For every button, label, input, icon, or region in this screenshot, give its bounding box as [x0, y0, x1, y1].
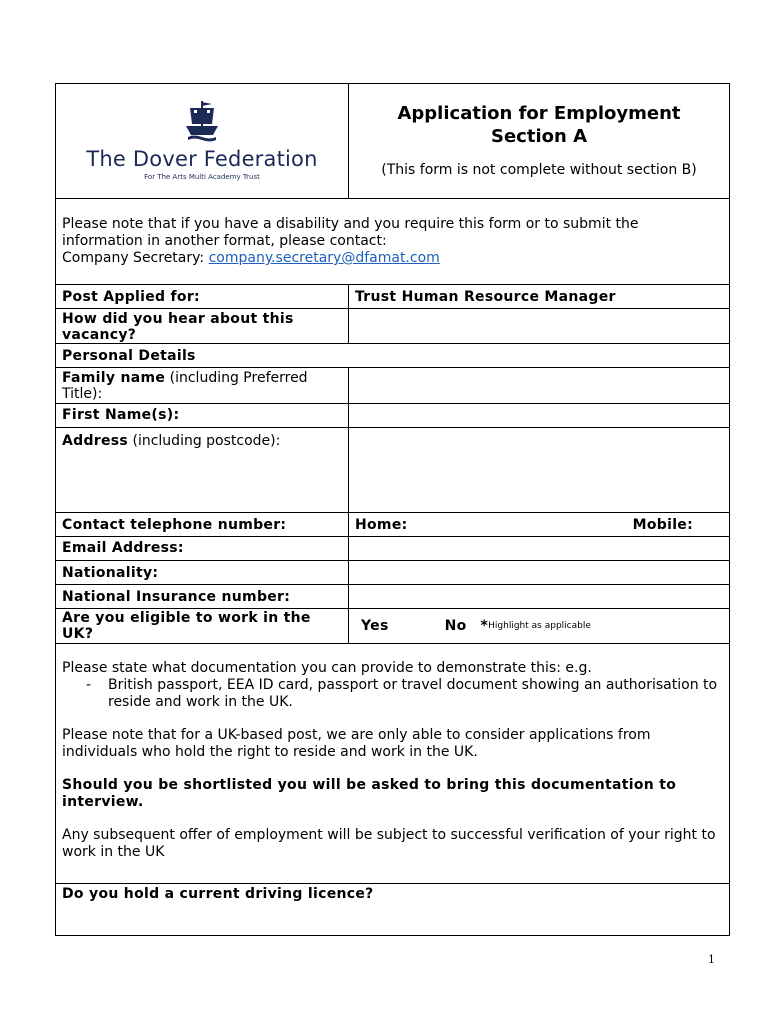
mobile-phone-field[interactable]: Mobile:: [632, 517, 693, 533]
notice-text: Please note that if you have a disability and you require this form or to submit the information in another format, please contact:: [62, 216, 639, 249]
ni-row: [56, 585, 729, 609]
address-row: [56, 428, 729, 513]
phone-row: [56, 513, 729, 537]
nationality-input[interactable]: [349, 561, 729, 584]
nationality-row: [56, 561, 729, 585]
nationality-label: Nationality:: [56, 561, 349, 584]
ni-label: National Insurance number:: [56, 585, 349, 608]
hear-input[interactable]: [349, 309, 729, 343]
uk-note: Please note that for a UK-based post, we are only able to consider applications from individuals who hold the right to reside and work in the UK.: [62, 727, 651, 760]
eligible-yes-option[interactable]: Yes: [361, 618, 389, 634]
hear-label: How did you hear about this vacancy?: [56, 309, 349, 343]
bullet-text: British passport, EEA ID card, passport or travel document showing an authorisation to reside and work in the UK.: [108, 677, 718, 710]
email-row: [56, 537, 729, 561]
phone-inputs: [349, 513, 729, 536]
family-name-row: [56, 368, 729, 404]
ship-icon: [184, 100, 220, 142]
docs-intro: Please state what documentation you can provide to demonstrate this: e.g.: [62, 660, 592, 676]
page-number: 1: [708, 953, 715, 966]
personal-details-heading: Personal Details: [62, 348, 196, 364]
contact-prefix: Company Secretary:: [62, 250, 209, 266]
bullet-dash: -: [86, 677, 92, 693]
asterisk: *: [480, 618, 489, 634]
hear-row: [56, 309, 729, 344]
disability-notice: [56, 199, 729, 285]
org-subtitle: For The Arts Multi Academy Trust: [144, 173, 260, 181]
ni-input[interactable]: [349, 585, 729, 608]
post-value[interactable]: Trust Human Resource Manager: [355, 289, 616, 305]
eligible-no-option[interactable]: No: [444, 618, 467, 634]
form-title-line1: Application for Employment: [397, 103, 681, 124]
logo-block: [56, 84, 349, 198]
title-block: [349, 84, 729, 198]
address-label: Address (including postcode):: [56, 428, 349, 512]
form-title-note: (This form is not complete without section B): [381, 162, 697, 178]
documentation-section: [56, 644, 729, 884]
phone-label: Contact telephone number:: [56, 513, 349, 536]
email-input[interactable]: [349, 537, 729, 560]
first-names-row: [56, 404, 729, 428]
notice-contact: [62, 250, 723, 267]
post-row: [56, 285, 729, 309]
eligible-label: Are you eligible to work in the UK?: [56, 609, 349, 643]
address-input[interactable]: [349, 428, 729, 512]
form-header: [56, 84, 729, 199]
family-name-label: Family name (including Preferred Title):: [56, 368, 349, 403]
shortlist-note: Should you be shortlisted you will be asked to bring this documentation to interview.: [62, 777, 677, 810]
home-phone-field[interactable]: Home:: [355, 517, 408, 533]
org-name: The Dover Federation: [86, 147, 318, 171]
eligible-row: [56, 609, 729, 644]
application-form: [55, 83, 730, 936]
form-title: [349, 102, 729, 148]
driving-label: Do you hold a current driving licence?: [62, 886, 374, 902]
email-label: Email Address:: [56, 537, 349, 560]
post-label: Post Applied for:: [56, 285, 349, 308]
eligible-options: [349, 609, 729, 643]
docs-bullet: [86, 677, 723, 711]
contact-email-link[interactable]: company.secretary@dfamat.com: [208, 250, 440, 266]
personal-details-row: [56, 344, 729, 368]
form-title-line2: Section A: [491, 126, 587, 147]
offer-note: Any subsequent offer of employment will be subject to successful verification of your right to work in the UK: [62, 827, 716, 860]
highlight-note: Highlight as applicable: [488, 621, 591, 631]
first-names-input[interactable]: [349, 404, 729, 427]
family-name-input[interactable]: [349, 368, 729, 403]
driving-row: [56, 884, 729, 935]
first-names-label: First Name(s):: [56, 404, 349, 427]
